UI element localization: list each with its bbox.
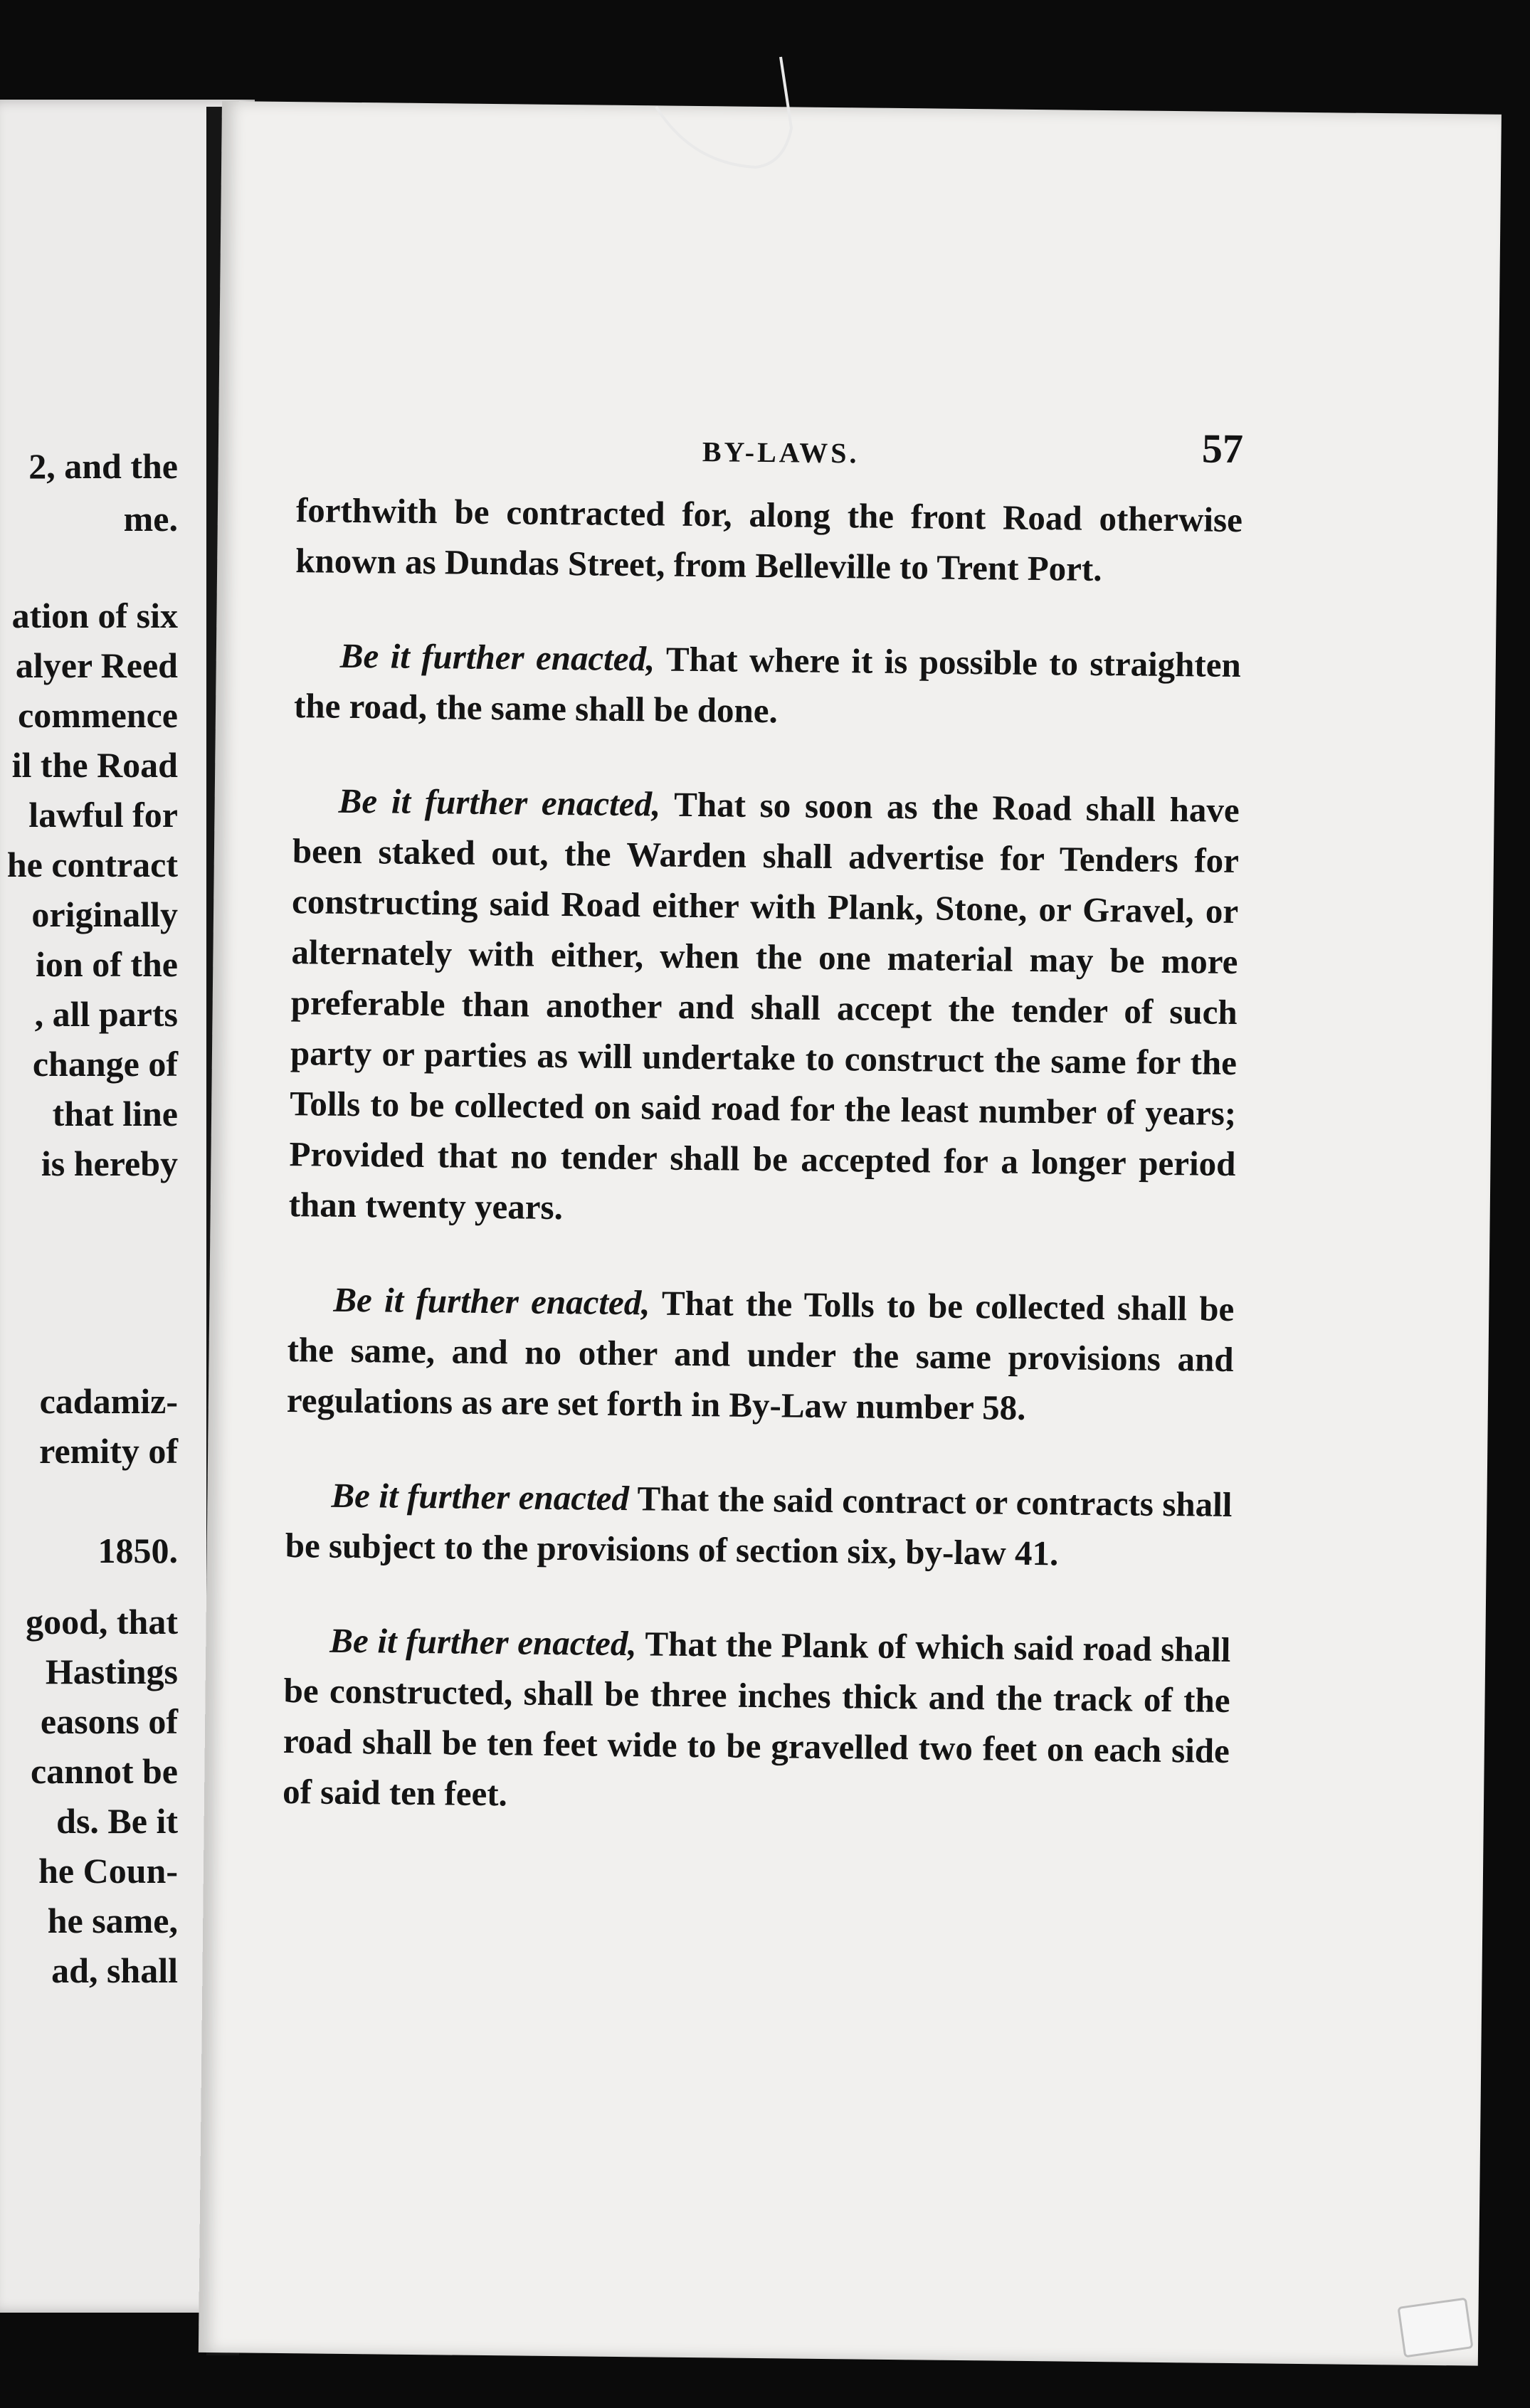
left-page-line: he Coun-	[38, 1851, 178, 1891]
left-page-line: il the Road	[11, 745, 178, 785]
left-page-line: cadamiz-	[39, 1381, 178, 1421]
torn-paper-edge	[649, 43, 806, 178]
paragraph	[295, 485, 1243, 596]
left-page-line: he same,	[47, 1901, 178, 1940]
left-page-line: that line	[52, 1094, 178, 1134]
paragraph-lead: Be it further enacted,	[329, 1620, 637, 1664]
paragraph-text: That the said contract or contracts shall be subject to the provisions of section six, by-law 41.	[285, 1479, 1233, 1573]
current-page	[199, 101, 1502, 2366]
left-page-line: good, that	[26, 1602, 178, 1642]
paragraph-text: That so soon as the Road shall have been staked out, the Warden shall advertise for Tenders for constructing said Road either with Plank, Stone, or Gravel, or alternately with either, when the one material may be more preferable than another and shall accept the tender of such party or parties as will undertake to construct the same for the Tolls to be collected on said road for the least number of years; Provided that no tender shall be accepted for a longer period than twenty years.	[288, 784, 1240, 1227]
paragraph-text: That the Plank of which said road shall be constructed, shall be three inches thick and the track of the road shall be ten feet wide to be gravelled two feet on each side of said ten feet.	[282, 1624, 1231, 1814]
left-page-line: easons of	[40, 1701, 178, 1741]
left-page-line: ds. Be it	[56, 1801, 178, 1841]
left-page-line: change of	[32, 1044, 178, 1084]
left-page-line: cannot be	[31, 1751, 178, 1791]
paragraph	[294, 630, 1241, 741]
left-page-line: me.	[123, 499, 178, 539]
left-page-line: lawful for	[28, 795, 178, 835]
paragraph-text: That the Tolls to be collected shall be the same, and no other and under the same provisions and regulations as are set forth in By-Law number 58.	[286, 1283, 1235, 1427]
paragraph-lead: Be it further enacted	[331, 1475, 630, 1519]
left-page-line: he contract	[6, 845, 178, 884]
paragraph	[285, 1469, 1232, 1580]
left-page-line: alyer Reed	[15, 645, 178, 685]
page-header	[296, 422, 1243, 496]
left-page-line: originally	[31, 894, 178, 934]
paragraph-text: forthwith be contracted for, along the front Road otherwise known as Dundas Street, from Belleville to Trent Port.	[295, 490, 1243, 588]
paragraph-lead: Be it further enacted,	[338, 781, 661, 824]
left-page-line: commence	[18, 695, 178, 735]
running-head: BY-LAWS.	[702, 435, 860, 470]
page-text-block	[282, 422, 1243, 1871]
page-corner-tab	[1397, 2298, 1473, 2358]
left-page-line: ion of the	[36, 944, 178, 984]
left-page-line: Hastings	[45, 1652, 178, 1691]
page-number: 57	[1201, 425, 1244, 472]
paragraph	[287, 1274, 1235, 1435]
paragraph	[288, 775, 1240, 1240]
left-page-line: , all parts	[34, 994, 178, 1034]
paragraph-lead: Be it further enacted,	[339, 635, 655, 679]
left-page-line: remity of	[39, 1431, 178, 1471]
left-page-line: ation of six	[11, 596, 178, 635]
paragraph	[283, 1615, 1231, 1827]
left-page-line: is hereby	[41, 1144, 178, 1183]
paragraph-text: That where it is possible to straighten the road, the same shall be done.	[293, 639, 1242, 731]
left-page-line: 1850.	[97, 1531, 178, 1570]
paragraph-lead: Be it further enacted,	[333, 1279, 650, 1323]
left-page-line: 2, and the	[28, 446, 178, 486]
left-page-line: ad, shall	[51, 1950, 178, 1990]
